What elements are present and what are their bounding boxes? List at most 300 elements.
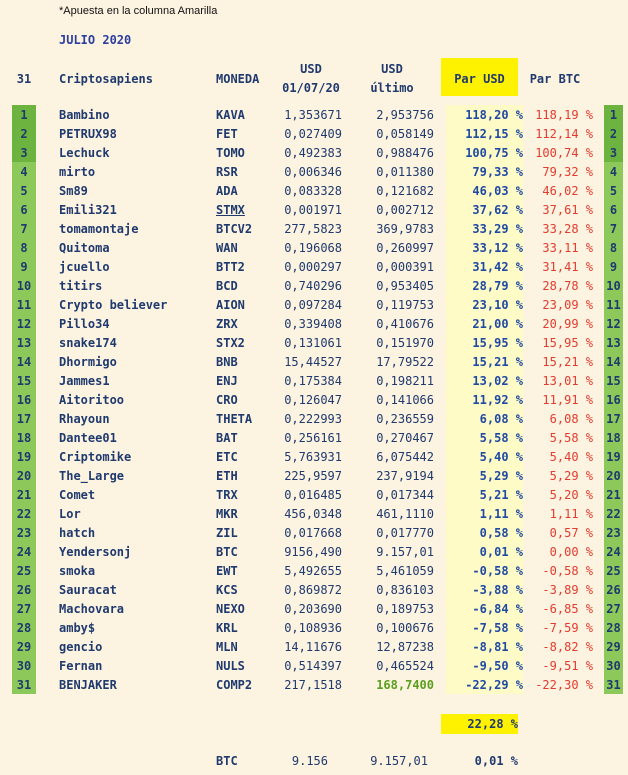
table-row [12,105,623,124]
rank-cell: 30 [12,656,36,675]
spacer [434,200,446,219]
rank-cell-right: 23 [604,523,623,542]
rank-cell: 7 [12,219,36,238]
spacer [36,314,59,333]
par-usd-cell: 118,20 % [446,105,523,124]
spacer [36,428,59,447]
participant-name: The_Large [59,468,125,483]
usd-start-cell: 456,0348 [284,506,342,521]
par-usd-cell: -6,84 % [446,599,523,618]
rank-cell: 21 [12,485,36,504]
coin-cell: NULS [216,658,245,673]
par-usd-cell: 5,40 % [446,447,523,466]
coin-cell: BCD [216,278,238,293]
participant-name: Rhayoun [59,411,110,426]
rank-cell: 3 [12,143,36,162]
usd-last-header-line1: USD [381,62,403,76]
spacer [434,276,446,295]
participant-name: Comet [59,487,96,502]
par-btc-cell: 15,21 % [542,354,593,369]
table-row [12,580,623,599]
spacer [434,143,446,162]
spacer [434,428,446,447]
usd-start-cell: 277,5823 [284,221,342,236]
par-btc-cell: 5,29 % [549,468,593,483]
table-row [12,561,623,580]
rank-cell: 31 [12,675,36,694]
par-btc-cell: -6,85 % [542,601,593,616]
spacer [36,124,59,143]
rank-cell: 15 [12,371,36,390]
usd-last-header-line2: último [370,81,414,95]
usd-start-cell: 0,017668 [284,525,342,540]
usd-last-cell: 0,017344 [376,487,434,502]
spacer [593,219,604,238]
par-btc-cell: 37,61 % [542,202,593,217]
rank-cell: 13 [12,333,36,352]
par-btc-cell: -3,89 % [542,582,593,597]
par-btc-cell: 28,78 % [542,278,593,293]
rank-cell: 12 [12,314,36,333]
spacer [434,485,446,504]
footer-usd-start: 9.156 [291,754,328,768]
participant-name: mirto [59,164,96,179]
spacer [36,466,59,485]
participant-count: 31 [16,72,32,86]
rank-cell: 23 [12,523,36,542]
par-btc-cell: 5,58 % [549,430,593,445]
coin-cell: TRX [216,487,238,502]
spacer [36,276,59,295]
rank-cell: 9 [12,257,36,276]
spacer [593,333,604,352]
rank-cell: 8 [12,238,36,257]
spacer [593,504,604,523]
rank-cell: 1 [12,105,36,124]
spacer [593,447,604,466]
usd-start-cell: 0,175384 [284,373,342,388]
par-btc-cell: 1,11 % [549,506,593,521]
participant-name: Sauracat [59,582,117,597]
table-row [12,447,623,466]
footer-par-usd: 0,01 % [474,754,518,768]
participant-name: Criptomike [59,449,132,464]
spacer [434,219,446,238]
table-row [12,390,623,409]
usd-start-cell: 225,9597 [284,468,342,483]
rank-cell-right: 18 [604,428,623,447]
spacer [434,295,446,314]
table-row [12,504,623,523]
spacer [434,314,446,333]
rank-cell: 28 [12,618,36,637]
usd-start-cell: 0,196068 [284,240,342,255]
rank-cell-right: 8 [604,238,623,257]
spacer [434,675,446,694]
par-btc-cell: 118,19 % [535,107,593,122]
usd-last-cell: 0,270467 [376,430,434,445]
coin-cell: WAN [216,240,238,255]
spacer [434,333,446,352]
usd-last-cell: 0,189753 [376,601,434,616]
spacer [434,447,446,466]
rank-cell-right: 9 [604,257,623,276]
table-row [12,656,623,675]
par-btc-cell: -8,82 % [542,639,593,654]
usd-last-cell: 0,260997 [376,240,434,255]
usd-last-cell: 17,79522 [376,354,434,369]
participant-name: Jammes1 [59,373,110,388]
par-btc-cell: 6,08 % [549,411,593,426]
spacer [593,675,604,694]
spacer [36,295,59,314]
usd-last-cell: 0,953405 [376,278,434,293]
table-row [12,466,623,485]
par-usd-cell: 33,29 % [446,219,523,238]
rank-cell: 16 [12,390,36,409]
usd-last-cell: 5,461059 [376,563,434,578]
participant-name: Yendersonj [59,544,132,559]
usd-start-cell: 5,763931 [284,449,342,464]
spacer [593,295,604,314]
rank-cell-right: 12 [604,314,623,333]
participant-name: Quitoma [59,240,110,255]
spacer [36,523,59,542]
spacer [434,409,446,428]
participant-name: tomamontaje [59,221,139,236]
usd-last-cell: 0,002712 [376,202,434,217]
spacer [593,181,604,200]
par-btc-cell: 112,14 % [535,126,593,141]
spacer [593,656,604,675]
par-usd-cell: 5,21 % [446,485,523,504]
participant-name: Emili321 [59,202,117,217]
table-row [12,352,623,371]
rank-cell: 11 [12,295,36,314]
rank-cell-right: 13 [604,333,623,352]
rank-cell-right: 4 [604,162,623,181]
participant-name: hatch [59,525,96,540]
spacer [593,428,604,447]
spacer [434,466,446,485]
spacer [593,371,604,390]
coin-cell: COMP2 [216,677,253,692]
table-row [12,675,623,694]
rank-cell-right: 30 [604,656,623,675]
usd-start-cell: 0,740296 [284,278,342,293]
spacer [593,523,604,542]
spacer [593,276,604,295]
coin-cell: ADA [216,183,238,198]
participant-name: amby$ [59,620,96,635]
spacer [36,257,59,276]
usd-start-cell: 0,256161 [284,430,342,445]
spacer [36,219,59,238]
spacer [36,162,59,181]
coin-cell: ETC [216,449,238,464]
par-btc-cell: -22,30 % [535,677,593,692]
spacer [593,105,604,124]
spacer [434,523,446,542]
spacer [36,352,59,371]
par-btc-cell: 11,91 % [542,392,593,407]
rank-cell-right: 22 [604,504,623,523]
table-row [12,295,623,314]
par-usd-cell: 100,75 % [446,143,523,162]
coin-column-header: MONEDA [216,72,260,86]
coin-cell: ENJ [216,373,238,388]
participant-name: Dhormigo [59,354,117,369]
usd-start-cell: 1,353671 [284,107,342,122]
par-usd-cell: -3,88 % [446,580,523,599]
par-btc-cell: -0,58 % [542,563,593,578]
par-btc-cell: 79,32 % [542,164,593,179]
coin-cell: CRO [216,392,238,407]
coin-cell: ZRX [216,316,238,331]
table-row [12,637,623,656]
usd-start-header-line2: 01/07/20 [282,81,340,95]
table-row [12,371,623,390]
par-btc-column-header: Par BTC [529,72,581,86]
spacer [434,181,446,200]
participant-name: Dantee01 [59,430,117,445]
coin-cell: STX2 [216,335,245,350]
rank-cell: 25 [12,561,36,580]
table-row [12,238,623,257]
rank-cell-right: 1 [604,105,623,124]
spacer [434,504,446,523]
participant-name: gencio [59,639,103,654]
rank-cell-right: 2 [604,124,623,143]
spacer [36,447,59,466]
usd-start-cell: 15,44527 [284,354,342,369]
coin-cell: KAVA [216,107,245,122]
participant-name: titirs [59,278,103,293]
par-usd-cell: 11,92 % [446,390,523,409]
coin-cell: TOMO [216,145,245,160]
participant-name: Crypto believer [59,297,168,312]
usd-last-cell: 237,9194 [376,468,434,483]
usd-last-cell: 0,000391 [376,259,434,274]
par-btc-cell: 0,57 % [549,525,593,540]
coin-cell: BTT2 [216,259,245,274]
par-btc-cell: -7,59 % [542,620,593,635]
usd-last-cell: 9.157,01 [376,544,434,559]
par-usd-cell: 13,02 % [446,371,523,390]
usd-last-cell: 369,9783 [376,221,434,236]
rank-cell-right: 25 [604,561,623,580]
coin-cell: BNB [216,354,238,369]
coin-cell: STMX [216,202,245,217]
rank-cell-right: 21 [604,485,623,504]
usd-last-cell: 0,058149 [376,126,434,141]
rank-cell: 29 [12,637,36,656]
usd-last-cell: 0,119753 [376,297,434,312]
usd-last-cell: 168,7400 [376,677,434,692]
usd-start-cell: 0,083328 [284,183,342,198]
table-row [12,143,623,162]
coin-cell: EWT [216,563,238,578]
spacer [36,599,59,618]
rank-cell-right: 28 [604,618,623,637]
par-usd-cell: 0,58 % [446,523,523,542]
par-usd-cell: 37,62 % [446,200,523,219]
rank-cell-right: 31 [604,675,623,694]
rank-cell-right: 3 [604,143,623,162]
spacer [593,162,604,181]
bet-note: *Apuesta en la columna Amarilla [59,5,218,17]
usd-last-cell: 0,100676 [376,620,434,635]
table-row [12,428,623,447]
spacer [36,390,59,409]
par-usd-cell: -0,58 % [446,561,523,580]
coin-cell: THETA [216,411,253,426]
spacer [36,143,59,162]
coin-cell: ETH [216,468,238,483]
usd-start-cell: 0,514397 [284,658,342,673]
par-usd-cell: 6,08 % [446,409,523,428]
rank-cell-right: 6 [604,200,623,219]
spacer [593,561,604,580]
participant-name: Pillo34 [59,316,110,331]
usd-last-cell: 0,465524 [376,658,434,673]
par-btc-cell: 31,41 % [542,259,593,274]
table-row [12,409,623,428]
usd-start-cell: 0,869872 [284,582,342,597]
table-row [12,124,623,143]
rank-cell-right: 15 [604,371,623,390]
rank-cell-right: 29 [604,637,623,656]
par-usd-cell: 79,33 % [446,162,523,181]
par-btc-cell: 33,28 % [542,221,593,236]
spacer [36,238,59,257]
ranking-table-body [12,105,623,694]
table-row [12,542,623,561]
spacer [593,314,604,333]
spacer [434,238,446,257]
rank-cell-right: 26 [604,580,623,599]
par-btc-cell: 23,09 % [542,297,593,312]
participant-name: snake174 [59,335,117,350]
coin-cell: BTCV2 [216,221,253,236]
spacer [434,599,446,618]
spacer [593,618,604,637]
participant-name: smoka [59,563,96,578]
spacer [593,200,604,219]
par-usd-cell: 28,79 % [446,276,523,295]
spacer [434,561,446,580]
participant-name: Lor [59,506,81,521]
rank-cell: 10 [12,276,36,295]
spacer [36,333,59,352]
usd-start-cell: 0,001971 [284,202,342,217]
usd-start-cell: 0,126047 [284,392,342,407]
usd-start-cell: 5,492655 [284,563,342,578]
coin-cell: KRL [216,620,238,635]
usd-start-cell: 0,203690 [284,601,342,616]
par-btc-cell: 15,95 % [542,335,593,350]
rank-cell-right: 16 [604,390,623,409]
participant-name: Machovara [59,601,125,616]
par-usd-cell: 0,01 % [446,542,523,561]
usd-last-column-header [364,60,420,98]
usd-start-cell: 0,097284 [284,297,342,312]
usd-start-cell: 0,222993 [284,411,342,426]
par-usd-cell: 33,12 % [446,238,523,257]
participant-name: BENJAKER [59,677,117,692]
participant-name: Fernan [59,658,103,673]
total-par-usd: 22,28 % [441,714,518,734]
rank-cell: 22 [12,504,36,523]
table-row [12,333,623,352]
spacer [36,371,59,390]
coin-cell: BTC [216,544,238,559]
coin-cell: NEXO [216,601,245,616]
usd-start-cell: 0,108936 [284,620,342,635]
spacer [593,485,604,504]
spacer [434,656,446,675]
coin-cell: MKR [216,506,238,521]
usd-last-cell: 0,121682 [376,183,434,198]
spacer [36,200,59,219]
coin-cell: FET [216,126,238,141]
ranking-table [12,105,623,694]
coin-cell: BAT [216,430,238,445]
spacer [36,580,59,599]
table-row [12,276,623,295]
participant-name: Bambino [59,107,110,122]
usd-last-cell: 0,011380 [376,164,434,179]
spacer [593,124,604,143]
usd-last-cell: 461,1110 [376,506,434,521]
par-btc-cell: 100,74 % [535,145,593,160]
rank-cell: 14 [12,352,36,371]
rank-cell: 27 [12,599,36,618]
spacer [593,580,604,599]
usd-start-cell: 0,131061 [284,335,342,350]
spacer [36,504,59,523]
table-row [12,257,623,276]
usd-last-cell: 0,141066 [376,392,434,407]
par-btc-cell: 46,02 % [542,183,593,198]
spacer [36,675,59,694]
usd-start-cell: 9156,490 [284,544,342,559]
participant-name: Sm89 [59,183,88,198]
usd-start-column-header [275,60,347,98]
spacer [593,466,604,485]
spacer [36,181,59,200]
par-btc-cell: 13,01 % [542,373,593,388]
coin-cell: RSR [216,164,238,179]
spacer [434,637,446,656]
rank-cell: 26 [12,580,36,599]
table-row [12,523,623,542]
rank-cell: 18 [12,428,36,447]
table-row [12,618,623,637]
rank-cell: 24 [12,542,36,561]
par-usd-cell: 23,10 % [446,295,523,314]
spacer [36,542,59,561]
table-row [12,200,623,219]
footer-coin: BTC [216,754,238,768]
par-btc-cell: 5,20 % [549,487,593,502]
rank-cell-right: 11 [604,295,623,314]
par-usd-cell: 112,15 % [446,124,523,143]
spacer [434,105,446,124]
usd-start-cell: 0,016485 [284,487,342,502]
rank-cell-right: 19 [604,447,623,466]
spacer [36,618,59,637]
